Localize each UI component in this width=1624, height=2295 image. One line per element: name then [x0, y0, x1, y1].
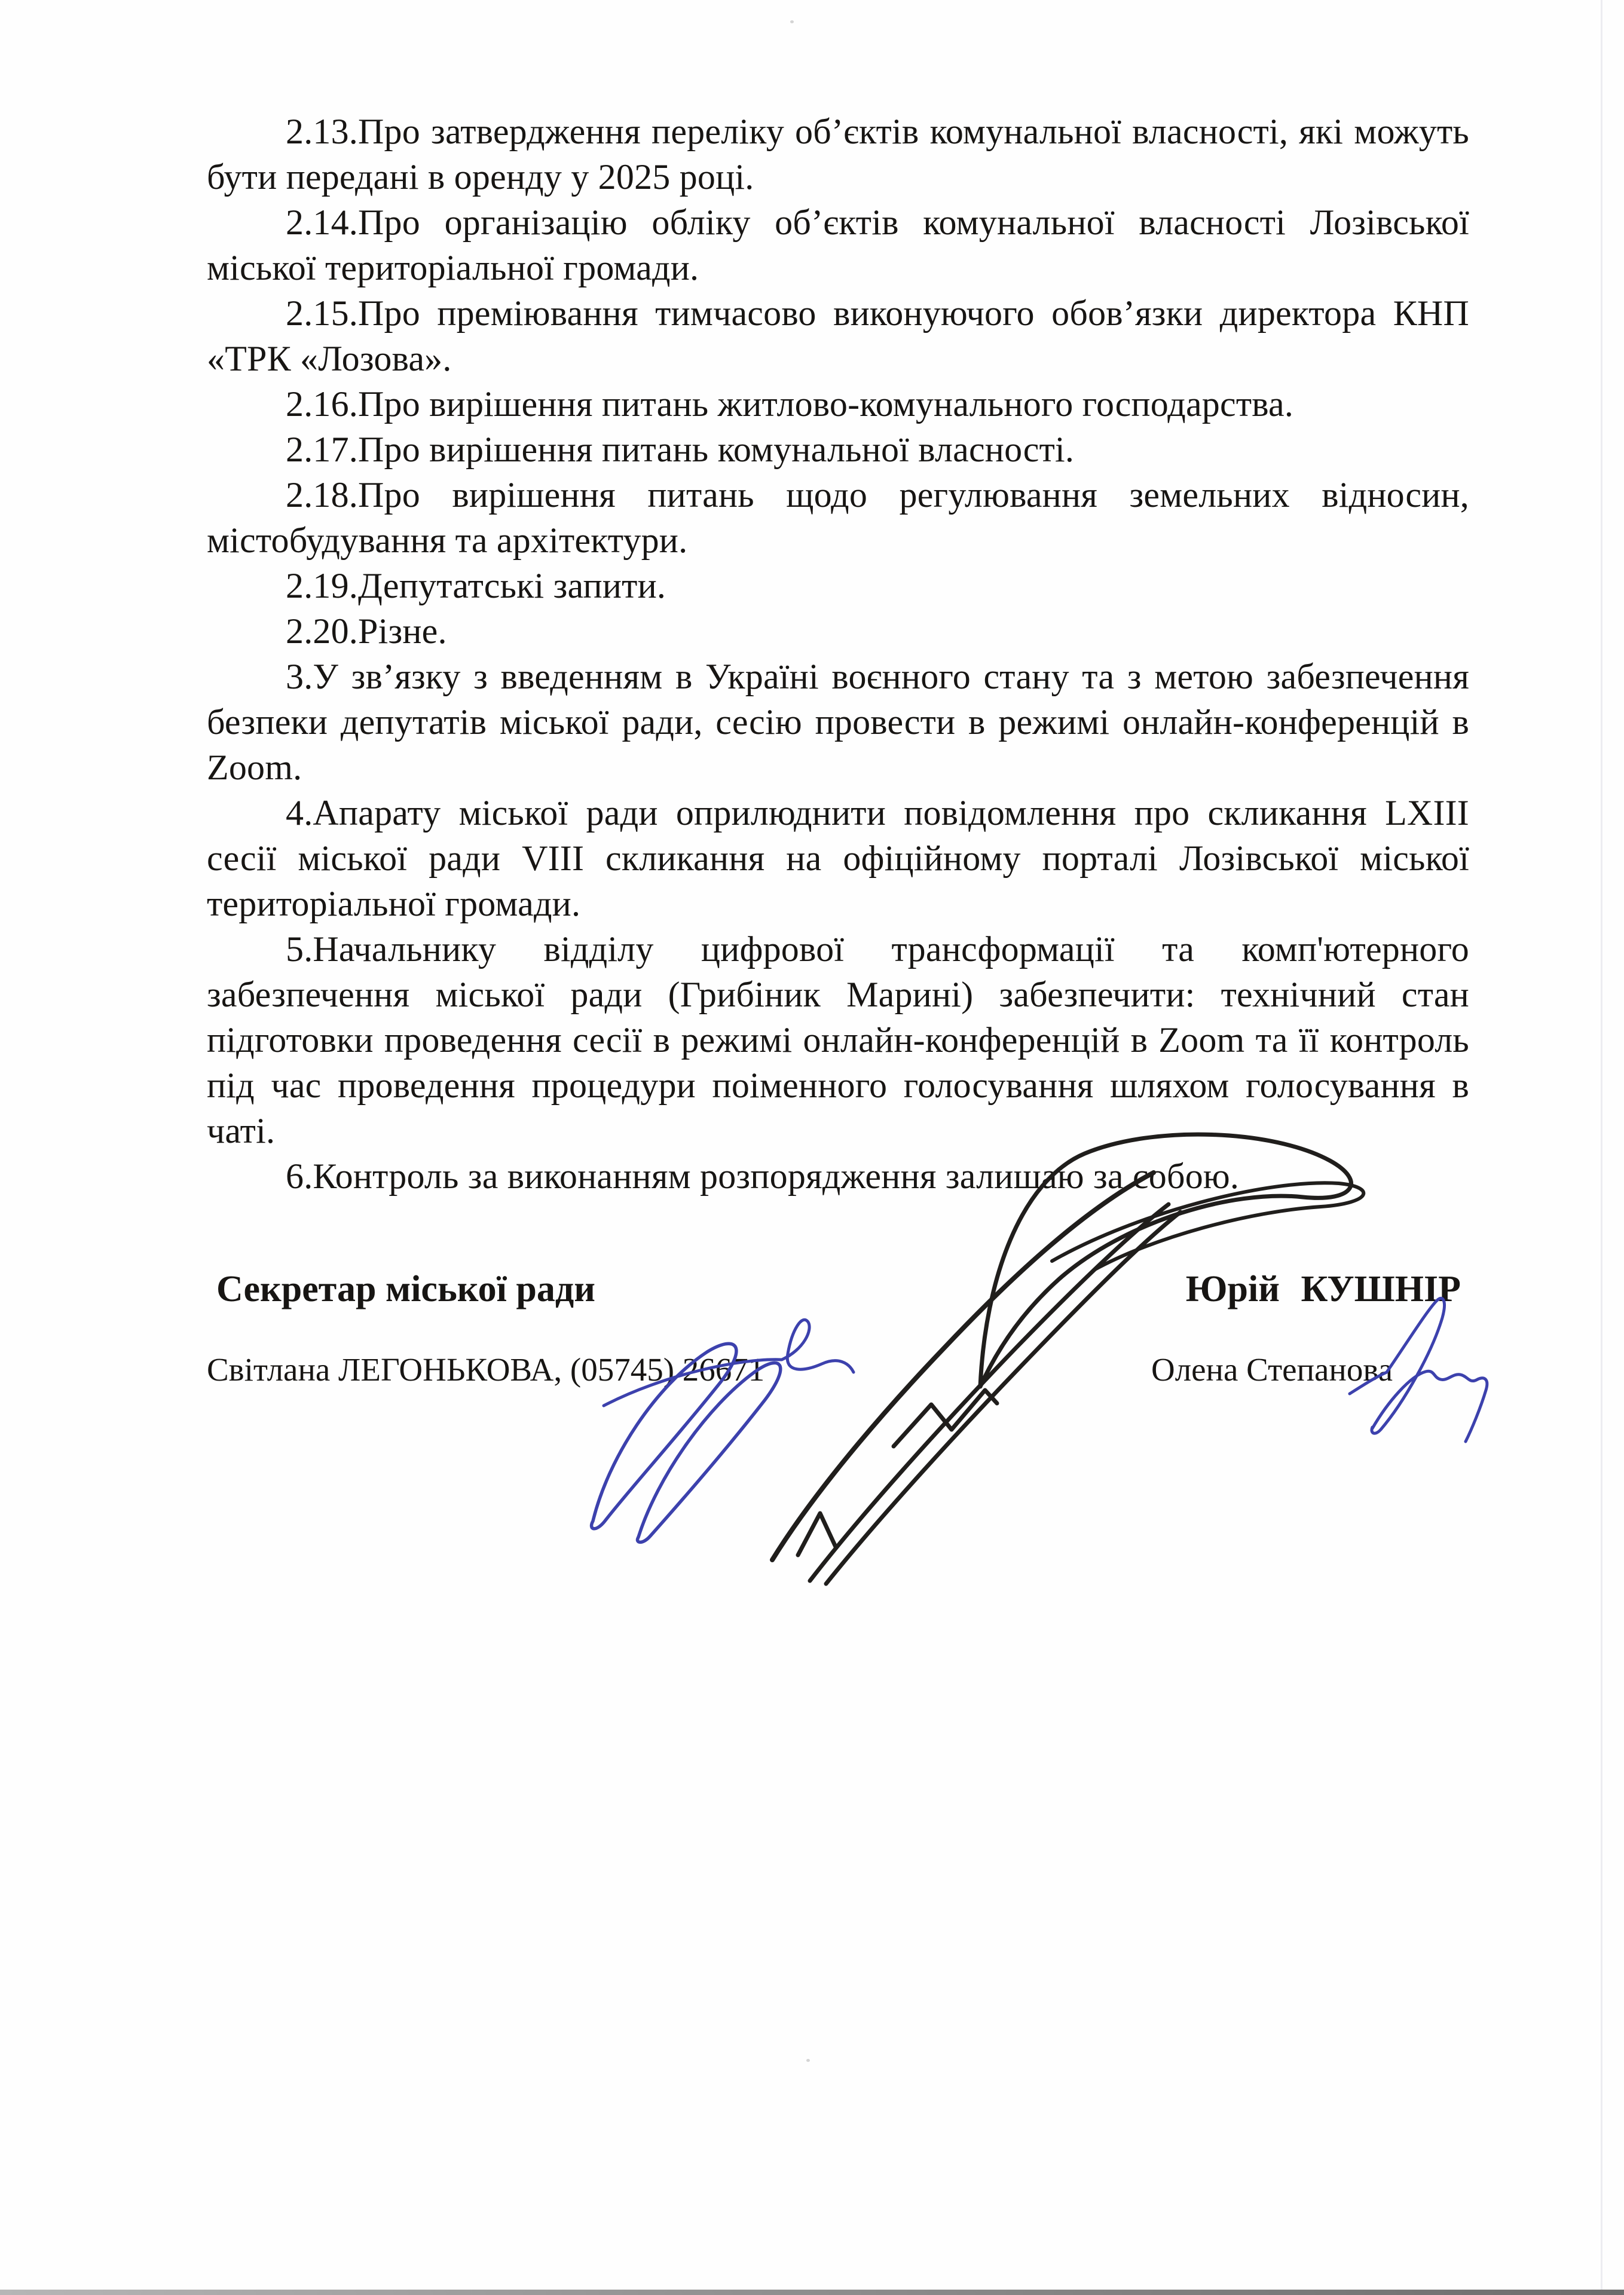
- scan-speck: [806, 2059, 810, 2062]
- paragraph-2-13: 2.13.Про затвердження переліку об’єктів комунальної власності, які можуть бути передані в оренду у 2025 році.: [207, 112, 1469, 197]
- signatory-name: Юрій КУШНІР: [1185, 1269, 1461, 1309]
- paragraph-6: 6.Контроль за виконанням розпорядження залишаю за собою.: [286, 1156, 1240, 1196]
- second-signatory-name: Олена Степанова: [1151, 1351, 1393, 1388]
- scan-artifact-bottom-edge: [0, 2290, 1624, 2295]
- paragraph-5: 5.Начальнику відділу цифрової трансформації та комп'ютерного забезпечення міської ради (Грибіник Марині) забезпечити: технічний стан підготовки проведення сесії в режимі онлайн-конференцій в Zoom та її контроль під час проведення процедури поіменного голосування шляхом голосування в чаті.: [207, 929, 1469, 1150]
- signature-contact-row: [207, 1351, 1469, 1388]
- paragraph-2-17: 2.17.Про вирішення питань комунальної власності.: [286, 430, 1075, 469]
- document-body: [207, 109, 1469, 1199]
- paragraph-3: 3.У зв’язку з введенням в Україні воєнного стану та з метою забезпечення безпеки депутатів міської ради, сесію провести в режимі онлайн-конференцій в Zoom.: [207, 657, 1469, 787]
- executor-name-phone: Світлана ЛЕГОНЬКОВА, (05745) 26671: [207, 1351, 765, 1388]
- paragraph-2-14: 2.14.Про організацію обліку об’єктів комунальної власності Лозівської міської територіальної громади.: [207, 203, 1469, 287]
- paragraph-2-20: 2.20.Різне.: [286, 611, 447, 651]
- scan-speck: [790, 20, 794, 23]
- paragraph-2-16: 2.16.Про вирішення питань житлово-комунального господарства.: [286, 384, 1294, 424]
- paragraph-4: 4.Апарату міської ради оприлюднити повідомлення про скликання LXIII сесії міської ради VIII скликання на офіційному порталі Лозівської міської територіальної громади.: [207, 793, 1469, 923]
- paragraph-2-19: 2.19.Депутатські запити.: [286, 566, 666, 605]
- paragraph-2-18: 2.18.Про вирішення питань щодо регулювання земельних відносин, містобудування та архітектури.: [207, 475, 1469, 560]
- paragraph-2-15: 2.15.Про преміювання тимчасово виконуючого обов’язки директора КНП «ТРК «Лозова».: [207, 293, 1469, 378]
- signatory-position-label: Секретар міської ради: [216, 1269, 595, 1309]
- scan-artifact-vertical-line: [1601, 0, 1602, 2295]
- signature-title-row: [207, 1268, 1469, 1311]
